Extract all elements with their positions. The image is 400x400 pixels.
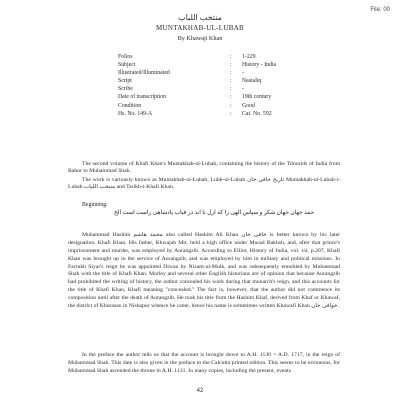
- metadata-colon: :: [230, 94, 232, 101]
- metadata-label: Scribe: [118, 86, 133, 93]
- arabic-beginning-text: حمد جهان جهان شکر و سپاس الهی را که ازل تا ابد در قباب پادشاهی راست است الخ: [114, 210, 314, 216]
- author-biography-paragraph: Muhammad Hashim محمد هاشم also called Hashim Ali Khan خافی خان is better known by his later designation, Khafi Khan. His father, Khwajah Mir, held a high office under Murad Bakhsh, and, after that prince's imprisonment and murder, was employed by Aurangzib. According to Elliot, History of India, vol. vii, p.207, Khafi Khan was brought up in the service of Aurangzib, and was employed by him in military and political missions. In Farrukh Siyar's reign he was appointed Diwan by Nizam-ul-Mulk, and was subsequently ennobled by Muhammad Shah with the title of Khafi Khan. Morley and several other English historians are of opinion that because Aurangzib had prohibited the writing of history, the author concealed his work during that monarch's reign, and this accounts for the title of Khafi Khan, Khafi meaning "concealed." The fact is, however, that the author did not commence its composition until after the death of Aurangzib. He took his title from the Hashim Khaf, derived from Khaf or Khawaf, the district of Khurasan in Nishapur whence he came, hence his name is sometimes written Khawafi Khan خوافی خان.: [68, 231, 340, 310]
- metadata-value: -: [242, 70, 244, 77]
- metadata-row: [118, 93, 338, 101]
- metadata-colon: :: [230, 70, 232, 77]
- metadata-label: Condition: [118, 102, 142, 109]
- metadata-table: [118, 53, 338, 118]
- metadata-label: Folios: [118, 54, 133, 60]
- metadata-label: Date of transcription: [118, 94, 166, 101]
- metadata-value: 19th century: [242, 94, 272, 101]
- metadata-value: Cat. No. 592: [242, 110, 272, 117]
- metadata-row: [118, 61, 338, 69]
- author-line: By Khawaji Khan: [177, 35, 223, 42]
- metadata-colon: :: [230, 78, 232, 85]
- metadata-row: [118, 85, 338, 93]
- metadata-row: [118, 110, 338, 118]
- metadata-colon: :: [230, 62, 232, 69]
- beginning-label: Beginning:: [82, 202, 108, 208]
- page-number: 42: [196, 388, 204, 394]
- metadata-label: Illustrated/Illuminated: [118, 70, 170, 77]
- metadata-value: 1-229: [242, 54, 256, 60]
- metadata-colon: :: [230, 86, 232, 93]
- metadata-row: [118, 77, 338, 85]
- metadata-row: [118, 69, 338, 77]
- metadata-label: Hs. No. 149-A: [118, 110, 153, 117]
- metadata-label: Script: [118, 78, 132, 85]
- metadata-row: [118, 102, 338, 110]
- document-title: MUNTAKHAB-UL-LUBAB: [155, 24, 245, 32]
- metadata-row: [118, 53, 338, 61]
- intro-paragraph: The second volume of Khafi Khan's Muntakhab-ul-Lubab, containing the history of the Timurids of India from Babur to Muhammad Shah.: [68, 160, 340, 175]
- metadata-value: History - India: [242, 62, 277, 69]
- metadata-value: Good: [242, 102, 255, 109]
- metadata-label: Subject: [118, 62, 136, 69]
- arabic-title: منتخب اللباب: [178, 13, 222, 22]
- metadata-value: -: [242, 86, 244, 93]
- metadata-colon: :: [230, 102, 232, 109]
- file-number: File: 00: [370, 7, 390, 13]
- alt-titles-paragraph: The work is variously known as Muntakhab-ul-Lubab, Lubb-ul-Lubab تاریخ خافی خان Muntakhab-ul-Lubab-i-Lubab منتخب اللباب and Tarikh-i-Khafi Khan.: [68, 176, 341, 191]
- metadata-colon: :: [230, 54, 232, 60]
- preface-paragraph: In the preface the author tells us that the account is brought down to A.H. 1130 = A.D. 1717, in the reign of Muhammad Shah. This date is also given in the preface to the Calcutta printed edition. This seems to be erroneous, for Muhammad Shah ascended the throne in A.H. 1131. In many copies, including the present, events: [68, 351, 340, 374]
- metadata-value: Nastaliq: [242, 78, 262, 85]
- metadata-colon: :: [230, 110, 232, 117]
